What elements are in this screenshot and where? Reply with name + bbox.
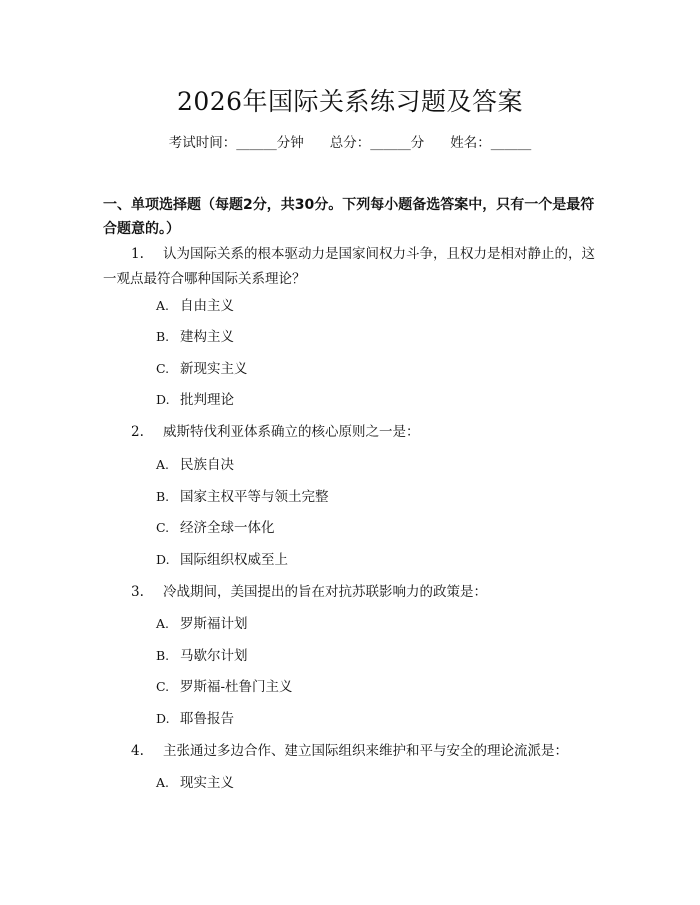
question-number: 2. [131,424,144,440]
option-text: 现实主义 [180,775,234,791]
question-1 [103,242,603,292]
option-text: 新现实主义 [180,361,248,377]
question-number: 1. [131,246,144,262]
section-heading: 一、单项选择题（每题2分，共30分。下列每小题备选答案中，只有一个是最符合题意的。） [103,197,595,237]
option-letter: C. [156,520,170,535]
option-3d [156,709,234,729]
option-3b [156,646,248,666]
option-text: 罗斯福-杜鲁门主义 [180,679,293,695]
option-letter: A. [156,616,170,631]
option-3a [156,614,248,634]
option-2c [156,518,275,538]
option-letter: B. [156,329,170,344]
option-letter: D. [156,552,170,567]
option-letter: C. [156,361,170,376]
question-text: 认为国际关系的根本驱动力是国家间权力斗争，且权力是相对静止的，这一观点最符合哪种国际关系理论？ [103,246,595,287]
exam-meta [0,131,700,151]
option-letter: C. [156,679,170,694]
question-text: 威斯特伐利亚体系确立的核心原则之一是： [163,424,420,440]
option-letter: A. [156,298,170,313]
option-2d [156,550,288,570]
student-name-label: 姓名：______ [450,135,532,151]
option-2a [156,455,234,475]
option-letter: D. [156,392,170,407]
option-text: 经济全球一体化 [180,520,275,536]
option-letter: B. [156,489,170,504]
option-letter: A. [156,775,170,790]
option-text: 国家主权平等与领土完整 [180,489,329,505]
option-letter: A. [156,457,170,472]
option-text: 自由主义 [180,298,234,314]
question-number: 3. [131,584,144,600]
option-text: 马歇尔计划 [180,648,248,664]
option-2b [156,487,329,507]
option-1c [156,359,248,379]
question-number: 4. [131,743,144,759]
option-text: 罗斯福计划 [180,616,248,632]
option-1b [156,327,234,347]
question-3 [103,580,603,605]
option-letter: B. [156,648,170,663]
option-3c [156,677,293,697]
question-4 [103,739,603,764]
question-2 [103,420,603,445]
option-text: 建构主义 [180,329,234,345]
option-text: 耶鲁报告 [180,711,234,727]
option-text: 民族自决 [180,457,234,473]
option-text: 国际组织权威至上 [180,552,288,568]
document-title: 2026年国际关系练习题及答案 [176,87,524,116]
question-text: 冷战期间，美国提出的旨在对抗苏联影响力的政策是： [163,584,487,600]
option-text: 批判理论 [180,392,234,408]
option-4a [156,773,234,793]
option-1d [156,390,234,410]
question-text: 主张通过多边合作、建立国际组织来维护和平与安全的理论流派是： [163,743,568,759]
option-1a [156,296,234,316]
option-letter: D. [156,711,170,726]
total-score-label: 总分：______分 [329,135,425,151]
exam-time-label: 考试时间：______分钟 [168,135,304,151]
